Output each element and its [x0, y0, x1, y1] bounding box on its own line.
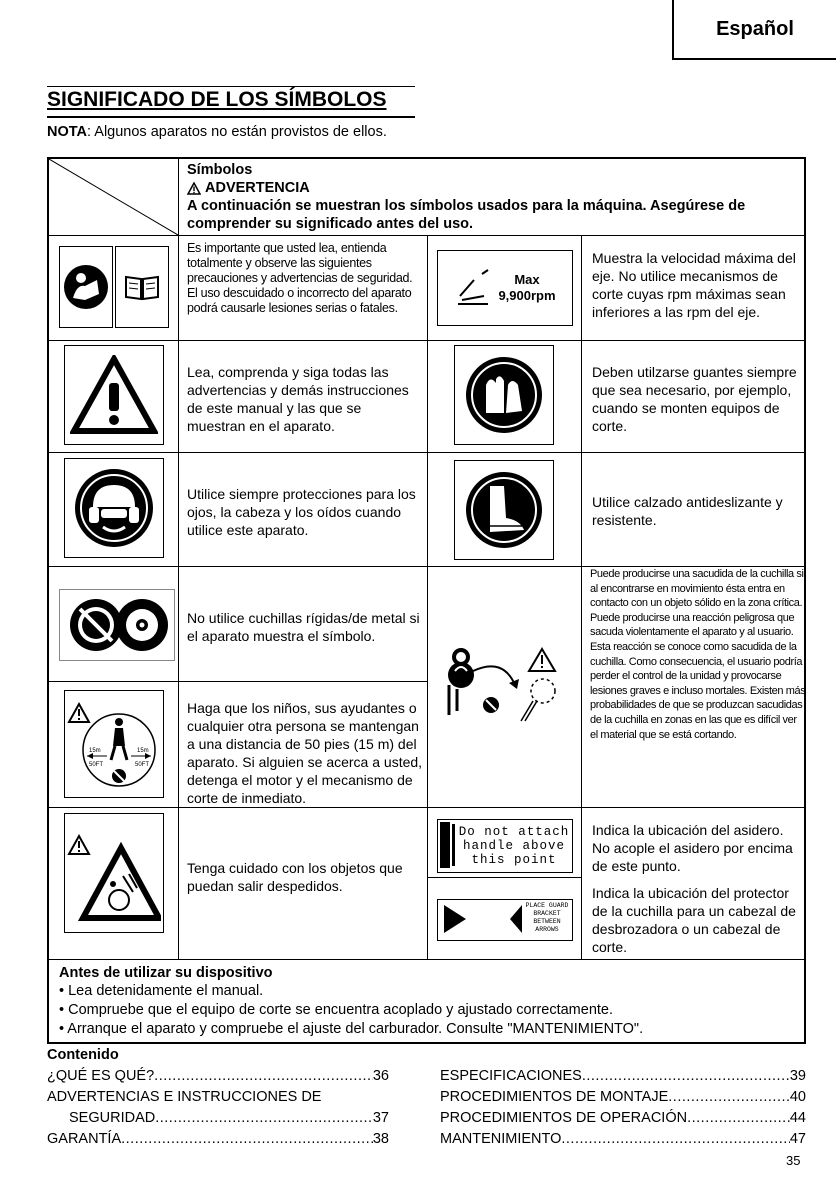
guard-icon-line-1: PLACE GUARD: [525, 902, 569, 909]
warning-triangle-icon: [187, 182, 201, 195]
row4-left-text: No utilice cuchillas rígidas/de metal si el aparato muestra el símbolo.: [187, 610, 420, 644]
toc-entry[interactable]: [47, 1108, 389, 1129]
page-number: 35: [786, 1153, 801, 1168]
corner-diagonal: [49, 159, 178, 235]
toc-entry-page: 39: [789, 1068, 806, 1084]
kickback-text: Puede producirse una sacudida de la cuchilla si al encontrarse en movimiento ésta entra en contacto con un objeto sólido en la zona crítica. Puede producirse una reacción peligrosa que sacuda violentamente el aparato y al usuario. Esta reacción se conoce como sacudida de la cuchilla. Como consecuencia, el usuario podría perder el control de la unidad y provocarse lesiones graves e incluso mortales. Existen más probabilidades de que se produzcan sacudidas de la cuchilla en zonas en las que es difícil ver el material que se está cortando.: [590, 568, 806, 741]
toc-entry[interactable]: [440, 1129, 806, 1150]
general-warning-icon-box: [64, 345, 164, 445]
handle-icon-line-3: this point: [471, 853, 557, 867]
gloves-icon: [464, 355, 544, 435]
row2-right-text: Deben utilzarse guantes siempre que sea necesario, por ejemplo, cuando se monten equipos de corte.: [592, 364, 797, 434]
read-manual-person-icon: [63, 264, 109, 310]
page-title: SIGNIFICADO DE LOS SÍMBOLOS: [47, 88, 387, 111]
warning-label: ADVERTENCIA: [205, 180, 310, 196]
row5-left-text: Haga que los niños, sus ayudantes o cualquier otra persona se mantengan a una distancia de 50 pies (15 m) del aparato. Si alguien se acerca a usted, detenga el motor y el mecanismo de corte de inmediato.: [187, 700, 423, 806]
toc-right: [440, 1066, 806, 1150]
thrown-objects-icon: [67, 818, 161, 928]
general-warning-icon: [70, 355, 158, 435]
toc-entry-page: 38: [372, 1131, 389, 1147]
header-line-2: comprender su significado antes del uso.: [187, 216, 474, 232]
right-arrow-icon: [442, 903, 470, 935]
toc-entry-label: MANTENIMIENTO: [440, 1131, 562, 1147]
toc-entry[interactable]: [47, 1129, 389, 1150]
guard-icon-line-3: BETWEEN: [533, 918, 561, 925]
toc-entry-label: ESPECIFICACIONES: [440, 1068, 582, 1084]
manual-book-icon: [124, 273, 160, 301]
before-use-item-3: • Arranque el aparato y compruebe el ajuste del carburador. Consulte "MANTENIMIENTO".: [59, 1021, 644, 1037]
rpm-label: 9,900rpm: [498, 288, 556, 303]
toc-entry[interactable]: [47, 1066, 389, 1087]
title-rule-bottom: [47, 116, 415, 118]
toc-entry-label: PROCEDIMIENTOS DE OPERACIÓN: [440, 1110, 688, 1126]
toc-entry-page: 44: [789, 1110, 806, 1126]
row6-left-text: Tenga cuidado con los objetos que puedan salir despedidos.: [187, 860, 403, 894]
row1-right-text: Muestra la velocidad máxima del eje. No utilice mecanismos de corte cuyas rpm máximas sean inferiores a las rpm del eje.: [592, 250, 796, 320]
toc-left: [47, 1066, 389, 1150]
read-manual-person-icon-box: [59, 246, 113, 328]
max-rpm-icon-box: [437, 250, 573, 326]
distance-label-4: 50FT: [135, 762, 150, 768]
distance-label-1: 15m: [89, 748, 101, 754]
guard-position-text: Indica la ubicación del protector de la cuchilla para un cabezal de desbrozadora o un cabezal de corte.: [592, 885, 796, 955]
no-metal-blade-icon-box: [59, 589, 175, 661]
shaft-speed-icon: [454, 266, 494, 310]
distance-label-3: 50FT: [89, 762, 104, 768]
before-use-item-2: • Compruebe que el equipo de corte se encuentra acoplado y ajustado correctamente.: [59, 1002, 614, 1018]
protective-gear-icon-box: [64, 458, 164, 558]
boots-icon-box: [454, 460, 554, 560]
keep-distance-icon: [67, 694, 161, 794]
toc-entry[interactable]: [440, 1087, 806, 1108]
note: [47, 124, 387, 140]
toc-entry-label: ADVERTENCIAS E INSTRUCCIONES DE: [47, 1089, 322, 1105]
handle-position-text: Indica la ubicación del asidero. No acople el asidero por encima de este punto.: [592, 822, 793, 874]
guard-icon-line-4: ARROWS: [535, 926, 559, 933]
handle-position-icon-box: [437, 819, 573, 873]
header-line-1: A continuación se muestran los símbolos usados para la máquina. Asegúrese de: [187, 198, 746, 214]
toc-entry-label: GARANTÍA: [47, 1131, 122, 1147]
guard-icon-line-2: BRACKET: [533, 910, 561, 917]
note-text: : Algunos aparatos no están provistos de ellos.: [87, 124, 387, 140]
toc-title: Contenido: [47, 1047, 119, 1063]
manual-book-icon-box: [115, 246, 169, 328]
toc-entry[interactable]: [440, 1108, 806, 1129]
safety-boots-icon: [464, 470, 544, 550]
max-label: Max: [514, 272, 540, 287]
flying-objects-icon-box: [64, 813, 164, 933]
note-label: NOTA: [47, 124, 88, 140]
handle-icon-line-1: Do not attach: [458, 825, 570, 839]
symbols-table: [47, 157, 806, 1044]
warning-heading: [187, 179, 310, 197]
language-tab: Español: [672, 0, 836, 60]
guard-bracket-icon-box: [437, 899, 573, 941]
head-eye-ear-protection-icon: [73, 467, 155, 549]
row3-right-text: Utilice calzado antideslizante y resistente.: [592, 494, 783, 528]
keep-distance-icon-box: [64, 690, 164, 798]
toc-entry[interactable]: [440, 1066, 806, 1087]
gloves-icon-box: [454, 345, 554, 445]
symbols-heading: Símbolos: [187, 162, 253, 178]
left-arrow-icon: [508, 903, 524, 935]
toc-entry[interactable]: [47, 1087, 389, 1108]
before-use-item-1: • Lea detenidamente el manual.: [59, 983, 264, 999]
row1-left-text: Es importante que usted lea, entienda totalmente y observe las siguientes precauciones y advertencias de seguridad. El uso descuidado o incorrecto del aparato podrá causarle lesiones serias o fatales.: [187, 241, 413, 315]
toc-entry-page: 47: [789, 1131, 806, 1147]
handle-icon-line-2: handle above: [462, 839, 565, 853]
row3-left-text: Utilice siempre protecciones para los ojos, la cabeza y los oídos cuando utilice este aparato.: [187, 486, 416, 538]
no-metal-blade-icon: [64, 595, 170, 655]
distance-label-2: 15m: [137, 748, 149, 754]
toc-entry-label: PROCEDIMIENTOS DE MONTAJE: [440, 1089, 669, 1105]
row2-left-text: Lea, comprenda y siga todas las advertencias y demás instrucciones de este manual y las que se muestran en el aparato.: [187, 364, 409, 434]
toc-entry-page: 37: [372, 1110, 389, 1126]
title-rule-top: [47, 86, 415, 87]
kickback-icon-box: [437, 645, 571, 723]
before-use-title: Antes de utilizar su dispositivo: [59, 965, 273, 981]
toc-entry-label: SEGURIDAD: [69, 1110, 156, 1126]
blade-kickback-icon: [437, 645, 571, 723]
toc-entry-page: 40: [789, 1089, 806, 1105]
toc-entry-page: 36: [372, 1068, 389, 1084]
handle-bar-icon: [440, 822, 450, 868]
toc-entry-label: ¿QUÉ ES QUÉ?: [47, 1068, 155, 1084]
